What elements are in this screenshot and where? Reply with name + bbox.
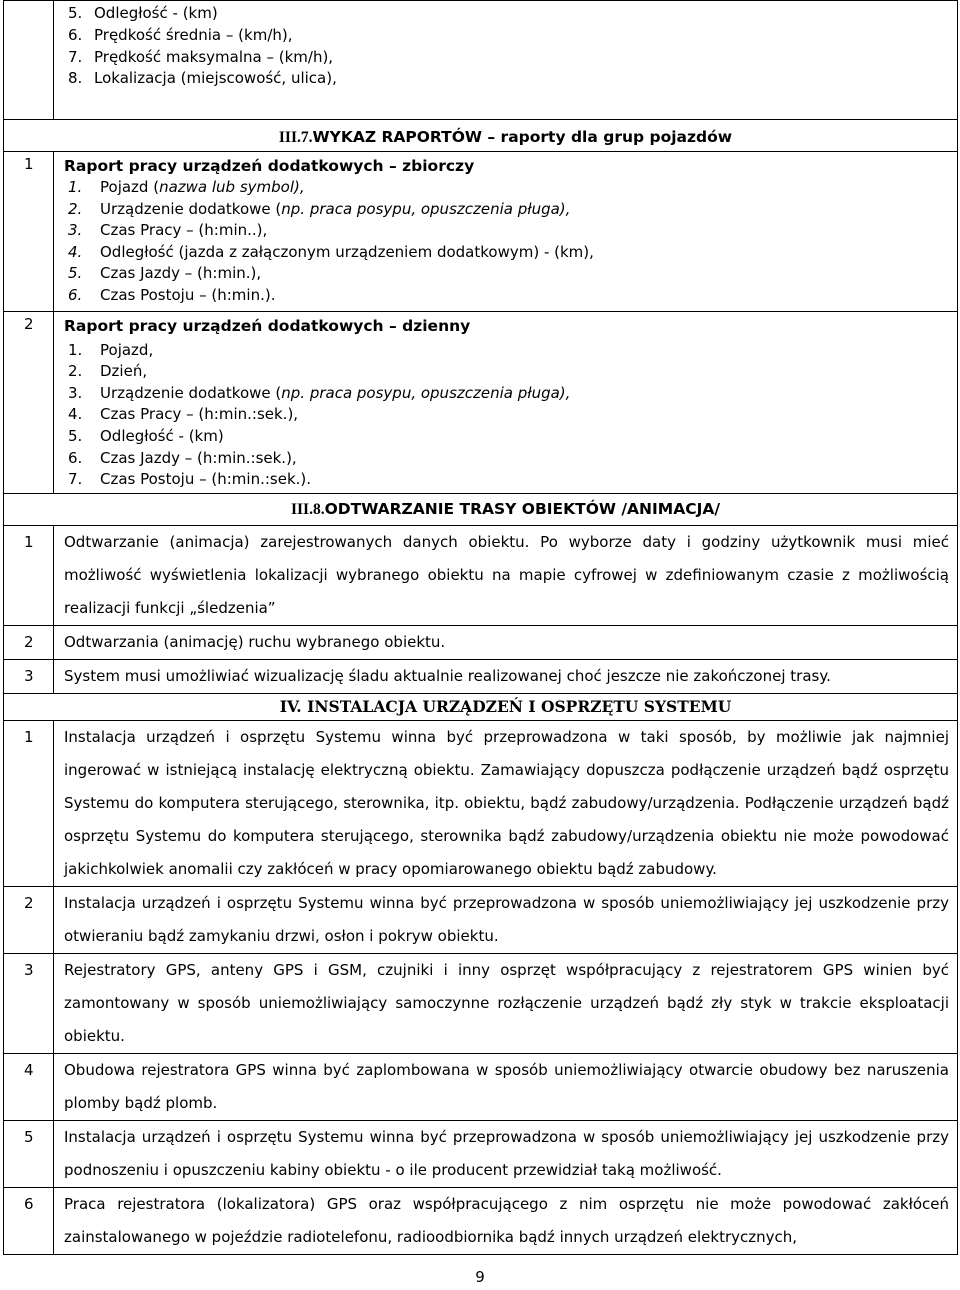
paragraph-cell: Instalacja urządzeń i osprzętu Systemu winna być przeprowadzona w sposób uniemożliwiający jej uszkodzenie przy podnoszeniu i opuszczeniu kabiny obiektu - o ile producent przewidział taką możliwość.	[54, 1120, 958, 1187]
paragraph-cell: Instalacja urządzeń i osprzętu Systemu winna być przeprowadzona w sposób uniemożliwiający jej uszkodzenie przy otwieraniu bądź zamykaniu drzwi, osłon i pokryw obiektu.	[54, 886, 958, 953]
table-row	[4, 953, 958, 1053]
row-number: 1	[4, 525, 54, 625]
list-item: 2. Urządzenie dodatkowe (np. praca posypu, opuszczenia pługa),	[68, 199, 571, 218]
list-item: 3. Czas Pracy – (h:min..),	[68, 221, 268, 240]
section-header-row	[4, 693, 958, 720]
table-row	[4, 311, 958, 493]
row-number: 6	[4, 1187, 54, 1254]
table-row	[4, 152, 958, 312]
table-row	[4, 1053, 958, 1120]
row-number-cell	[4, 1, 54, 120]
list-item: 5. Odległość - (km)	[68, 426, 224, 445]
list-item: 6. Czas Postoju – (h:min.).	[68, 285, 276, 304]
paragraph-cell: Odtwarzania (animację) ruchu wybranego obiektu.	[54, 625, 958, 659]
paragraph-cell: System musi umożliwiać wizualizację śladu aktualnie realizowanej choć jeszcze nie zakończonej trasy.	[54, 659, 958, 693]
list-item: 5. Czas Jazdy – (h:min.),	[68, 264, 262, 283]
row-number: 3	[4, 953, 54, 1053]
list-item: 6. Czas Jazdy – (h:min.:sek.),	[68, 448, 297, 467]
list-item: 4. Odległość (jazda z załączonym urządzeniem dodatkowym) - (km),	[68, 242, 594, 261]
report-title: Raport pracy urządzeń dodatkowych – dzienny	[64, 316, 471, 335]
section-heading-iv: IV. INSTALACJA URZĄDZEŃ I OSPRZĘTU SYSTEMU	[4, 693, 958, 720]
section-header-row	[4, 493, 958, 525]
list-item: 2. Dzień,	[68, 362, 148, 381]
row-number: 2	[4, 311, 54, 493]
list-item: 3. Urządzenie dodatkowe (np. praca posypu, opuszczenia pługa),	[68, 383, 571, 402]
row-number: 1	[4, 720, 54, 886]
section-heading-iii8: III.8.ODTWARZANIE TRASY OBIEKTÓW /ANIMACJA/	[4, 493, 958, 525]
row-number: 1	[4, 152, 54, 312]
row-number: 4	[4, 1053, 54, 1120]
list-item: 8. Lokalizacja (miejscowość, ulica),	[68, 69, 337, 88]
list-item: 7. Czas Postoju – (h:min.:sek.).	[68, 470, 312, 489]
list-item: 4. Czas Pracy – (h:min.:sek.),	[68, 405, 299, 424]
top-list-cell	[54, 1, 958, 120]
table-row	[4, 659, 958, 693]
page-number: 9	[475, 1268, 485, 1286]
report-cell	[54, 311, 958, 493]
table-row	[4, 625, 958, 659]
table-row	[4, 886, 958, 953]
table-row	[4, 1187, 958, 1254]
row-number: 2	[4, 625, 54, 659]
paragraph-cell: Obudowa rejestratora GPS winna być zaplombowana w sposób uniemożliwiający otwarcie obudowy bez naruszenia plomby bądź plomb.	[54, 1053, 958, 1120]
list-item: 1. Pojazd (nazwa lub symbol),	[68, 178, 305, 196]
table-row	[4, 720, 958, 886]
section-heading-iii7: III.7.WYKAZ RAPORTÓW – raporty dla grup pojazdów	[4, 120, 958, 152]
row-number: 3	[4, 659, 54, 693]
list-item: 6. Prędkość średnia – (km/h),	[68, 25, 293, 44]
table-row	[4, 525, 958, 625]
table-row-continuation	[4, 1, 958, 120]
report-title: Raport pracy urządzeń dodatkowych – zbiorczy	[64, 157, 475, 175]
list-item: 1. Pojazd,	[68, 340, 154, 359]
paragraph-cell: Rejestratory GPS, anteny GPS i GSM, czujniki i inny osprzęt współpracujący z rejestratorem GPS winien być zamontowany w sposób uniemożliwiający samoczynne rozłączenie urządzeń bądź zły styk w trakcie eksploatacji obiektu.	[54, 953, 958, 1053]
paragraph-cell: Praca rejestratora (lokalizatora) GPS oraz współpracującego z nim osprzętu nie może powodować zakłóceń zainstalowanego w pojeździe radiotelefonu, radioodbiornika bądź innych urządzeń elektrycznych,	[54, 1187, 958, 1254]
paragraph-cell: Instalacja urządzeń i osprzętu Systemu winna być przeprowadzona w taki sposób, by możliwie jak najmniej ingerować w istniejącą instalację elektryczną obiektu. Zamawiający dopuszcza podłączenie urządzeń bądź osprzętu Systemu do komputera sterującego, sterownika, itp. obiektu, bądź zabudowy/urządzenia. Podłączenie urządzeń bądź osprzętu Systemu do komputera sterującego, sterownika bądź zabudowy/urządzenia obiektu nie może powodować jakichkolwiek anomalii czy zakłóceń w pracy opomiarowanego obiektu bądź zabudowy.	[54, 720, 958, 886]
table-row	[4, 1120, 958, 1187]
list-item: 5. Odległość - (km)	[68, 4, 218, 22]
list-item: 7. Prędkość maksymalna – (km/h),	[68, 47, 334, 66]
paragraph-cell: Odtwarzanie (animacja) zarejestrowanych danych obiektu. Po wyborze daty i godziny użytkownik musi mieć możliwość wyświetlenia lokalizacji wybranego obiektu na mapie cyfrowej w zdefiniowanym czasie z możliwością realizacji funkcji „śledzenia”	[54, 525, 958, 625]
row-number: 5	[4, 1120, 54, 1187]
spec-table	[3, 0, 958, 1255]
row-number: 2	[4, 886, 54, 953]
report-cell	[54, 152, 958, 312]
section-header-row	[4, 120, 958, 152]
